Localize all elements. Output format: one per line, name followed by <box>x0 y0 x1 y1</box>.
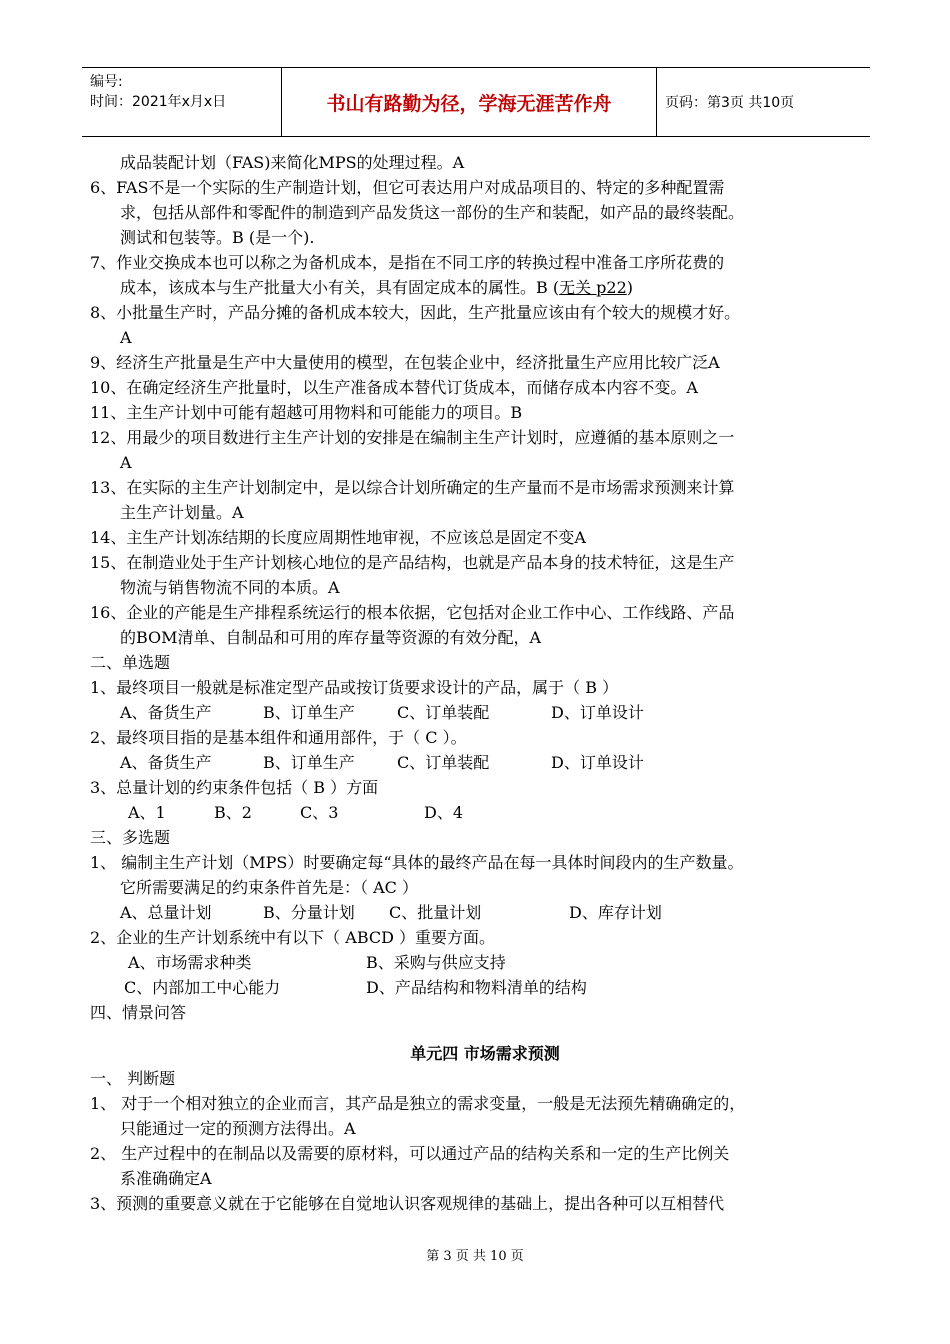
options-line <box>90 975 880 1000</box>
options-line <box>90 700 880 725</box>
text-line: 12、用最少的项目数进行主生产计划的安排是在编制主生产计划时，应遵循的基本原则之一 <box>90 428 735 447</box>
option: C、批量计划 <box>389 903 482 922</box>
text-line: 6、FAS不是一个实际的生产制造计划，但它可表达用户对成品项目的、特定的多种配置需 <box>90 178 725 197</box>
text-line: 16、企业的产能是生产排程系统运行的根本依据，它包括对企业工作中心、工作线路、产品 <box>90 603 735 622</box>
question-line: 它所需要满足的约束条件首先是：（ AC ） <box>120 878 418 897</box>
question-line: 1、 编制主生产计划（MPS）时要确定每“具体的最终产品在每一具体时间段内的生产数量。 <box>90 853 744 872</box>
page-footer: 第 3 页 共 10 页 <box>426 1249 524 1264</box>
unit-title: 单元四 市场需求预测 <box>410 1044 560 1063</box>
text-line: 15、在制造业处于生产计划核心地位的是产品结构，也就是产品本身的技术特征，这是生产 <box>90 553 735 572</box>
option: D、订单设计 <box>551 753 644 772</box>
option: B、分量计划 <box>263 903 355 922</box>
text-line: 14、主生产计划冻结期的长度应周期性地审视，不应该总是固定不变A <box>90 528 586 547</box>
header-page-number: 页码：第3页 共10页 <box>665 95 795 111</box>
header-meta <box>82 68 282 136</box>
question-line: 3、总量计划的约束条件包括（ B ）方面 <box>90 778 379 797</box>
question-line: 2、企业的生产计划系统中有以下（ ABCD ）重要方面。 <box>90 928 496 947</box>
text-line: 物流与销售物流不同的本质。A <box>120 578 340 597</box>
document-body <box>90 150 880 1216</box>
option: C、3 <box>300 803 339 822</box>
option: A、市场需求种类 <box>128 953 252 972</box>
document-time-label: 时间：2021年x月x日 <box>90 94 227 110</box>
options-line <box>90 800 880 825</box>
option: A、备货生产 <box>120 753 212 772</box>
option: C、内部加工中心能力 <box>124 978 281 997</box>
option: B、订单生产 <box>263 753 355 772</box>
text-line: 1、 对于一个相对独立的企业而言，其产品是独立的需求变量，一般是无法预先精确确定的， <box>90 1094 746 1113</box>
text-line: 13、在实际的主生产计划制定中，是以综合计划所确定的生产量而不是市场需求预测来计算 <box>90 478 735 497</box>
option: B、2 <box>214 803 252 822</box>
text-line: 只能通过一定的预测方法得出。A <box>120 1119 356 1138</box>
page-reference: 无关 p22 <box>559 278 627 297</box>
text-line: 测试和包装等。B (是一个). <box>120 228 315 247</box>
option: B、采购与供应支持 <box>366 953 506 972</box>
text-line: 9、经济生产批量是生产中大量使用的模型，在包装企业中，经济批量生产应用比较广泛A <box>90 353 720 372</box>
option: C、订单装配 <box>397 703 490 722</box>
header-motto: 书山有路勤为径，学海无涯苦作舟 <box>282 68 657 136</box>
text-line: 8、小批量生产时，产品分摊的备机成本较大，因此，生产批量应该由有个较大的规模才好。 <box>90 303 741 322</box>
text-line: 3、预测的重要意义就在于它能够在自觉地认识客观规律的基础上，提出各种可以互相替代 <box>90 1194 725 1213</box>
option: A、1 <box>128 803 166 822</box>
options-line <box>90 950 880 975</box>
section-heading: 三、多选题 <box>90 828 171 847</box>
options-line <box>90 900 880 925</box>
option: C、订单装配 <box>397 753 490 772</box>
question-line: 1、最终项目一般就是标准定型产品或按订货要求设计的产品，属于（ B ） <box>90 678 619 697</box>
text-line: 系准确确定A <box>120 1169 212 1188</box>
text-line: A <box>120 328 132 347</box>
section-heading: 二、单选题 <box>90 653 171 672</box>
text-line: 的BOM清单、自制品和可用的库存量等资源的有效分配，A <box>120 628 542 647</box>
section-heading: 四、情景问答 <box>90 1003 187 1022</box>
option: B、订单生产 <box>263 703 355 722</box>
text-line: 11、主生产计划中可能有超越可用物料和可能能力的项目。B <box>90 403 523 422</box>
text-line: 7、作业交换成本也可以称之为备机成本，是指在不同工序的转换过程中准备工序所花费的 <box>90 253 725 272</box>
text-line: 成品装配计划（FAS)来简化MPS的处理过程。A <box>120 153 465 172</box>
option: D、库存计划 <box>569 903 662 922</box>
options-line <box>90 750 880 775</box>
text-line: 求，包括从部件和零配件的制造到产品发货这一部份的生产和装配，如产品的最终装配。 <box>120 203 745 222</box>
section-heading: 一、 判断题 <box>90 1069 176 1088</box>
option: A、总量计划 <box>120 903 212 922</box>
document-number-label: 编号: <box>90 74 123 90</box>
question-line: 2、最终项目指的是基本组件和通用部件，于（ C ）。 <box>90 728 467 747</box>
text-line: 10、在确定经济生产批量时，以生产准备成本替代订货成本，而储存成本内容不变。A <box>90 378 698 397</box>
option: A、备货生产 <box>120 703 212 722</box>
text-line: 2、 生产过程中的在制品以及需要的原材料，可以通过产品的结构关系和一定的生产比例关 <box>90 1144 730 1163</box>
text-line: 成本，该成本与生产批量大小有关，具有固定成本的属性。B (无关 p22) <box>120 278 634 297</box>
option: D、4 <box>424 803 464 822</box>
option: D、订单设计 <box>551 703 644 722</box>
option: D、产品结构和物料清单的结构 <box>366 978 587 997</box>
page-header <box>82 67 870 137</box>
text-line: 主生产计划量。A <box>120 503 244 522</box>
text-line: A <box>120 453 132 472</box>
